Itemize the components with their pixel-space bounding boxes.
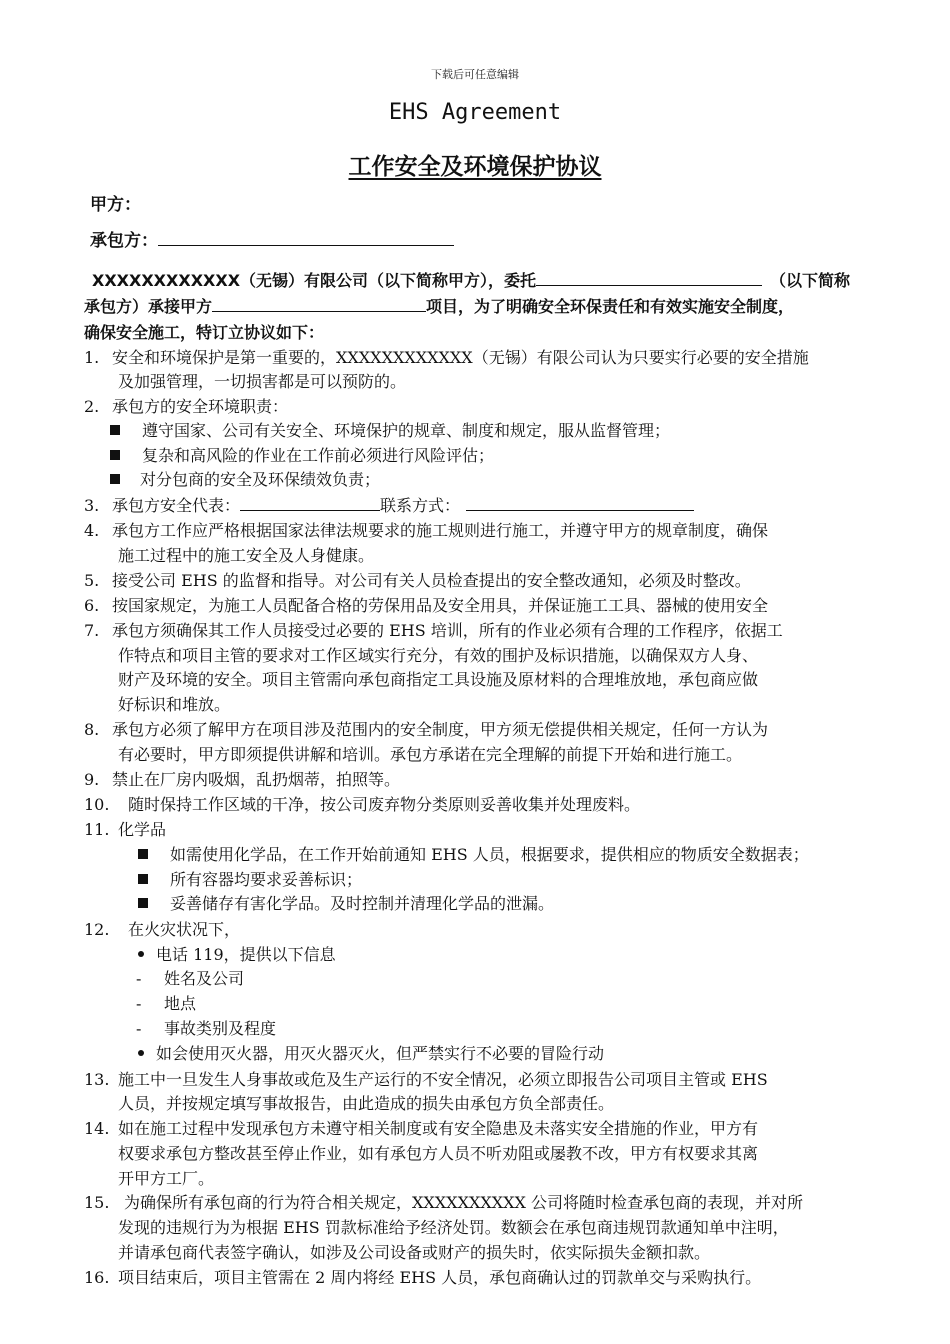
- clause-text: 承包方必须了解甲方在项目涉及范围内的安全制度，甲方须无偿提供相关规定，任何一方认为: [112, 720, 769, 739]
- clause-7-cont: 好标识和堆放。: [118, 695, 231, 714]
- dash-item-12c: [136, 1016, 276, 1039]
- clause-text: 项目结束后，项目主管需在 2 周内将经 EHS 人员，承包商确认过的罚款单交与采购执行。: [118, 1268, 762, 1287]
- clause-text: 在火灾状况下，: [128, 920, 241, 939]
- clause-4-cont: 施工过程中的施工安全及人身健康。: [118, 546, 375, 565]
- clause-7: [84, 618, 783, 641]
- clause-number: 7.: [84, 621, 100, 640]
- clause-number: 10.: [84, 795, 110, 814]
- bullet-2c: [110, 467, 380, 490]
- header-note: 下载后可任意编辑: [431, 68, 519, 81]
- bullet-text: 电话 119，提供以下信息: [156, 945, 336, 964]
- clause-number: 6.: [84, 596, 100, 615]
- bullet-text: 事故类别及程度: [164, 1019, 277, 1038]
- clause-number: 4.: [84, 521, 100, 540]
- clause-text: 为确保所有承包商的行为符合相关规定，XXXXXXXXXX 公司将随时检查承包商的表现，并对所: [124, 1193, 803, 1212]
- square-bullet-icon: [138, 898, 148, 908]
- square-bullet-icon: [110, 425, 120, 435]
- clause-number: 16.: [84, 1268, 110, 1287]
- chinese-title: [0, 148, 950, 181]
- clause-number: 14.: [84, 1119, 110, 1138]
- chinese-title-text: 工作安全及环境保护协议: [348, 153, 602, 180]
- dash-marker: -: [136, 1019, 142, 1038]
- clause-text: 安全和环境保护是第一重要的，XXXXXXXXXXXX（无锡）有限公司认为只要实行必要的安全措施: [112, 348, 809, 367]
- bullet-11b: [138, 867, 362, 890]
- square-bullet-icon: [138, 874, 148, 884]
- round-bullet-icon: [138, 951, 144, 957]
- intro-text: XXXXXXXXXXXX（无锡）有限公司（以下简称甲方），委托: [92, 271, 537, 290]
- clause-15-cont: 发现的违规行为为根据 EHS 罚款标准给予经济处罚。数额会在承包商违规罚款通知单中注明，: [118, 1218, 789, 1237]
- clause-2: [84, 394, 288, 417]
- clause-number: 3.: [84, 496, 100, 515]
- clause-13-cont: 人员，并按规定填写事故报告，由此造成的损失由承包方负全部责任。: [118, 1094, 615, 1113]
- clause-8-cont: 有必要时，甲方即须提供讲解和培训。承包方承诺在完全理解的前提下开始和进行施工。: [118, 745, 743, 764]
- square-bullet-icon: [110, 474, 120, 484]
- dot-item-12a: [138, 942, 336, 965]
- bullet-text: 复杂和高风险的作业在工作前必须进行风险评估；: [142, 446, 495, 465]
- square-bullet-icon: [110, 450, 120, 460]
- bullet-text: 地点: [164, 994, 197, 1013]
- clause-12: [84, 917, 240, 940]
- clause-number: 8.: [84, 720, 100, 739]
- clause-text: 化学品: [118, 820, 167, 839]
- clause-text: 禁止在厂房内吸烟，乱扔烟蒂，拍照等。: [112, 770, 401, 789]
- clause-number: 11.: [84, 820, 110, 839]
- dash-item-12b: [136, 991, 196, 1014]
- bullet-text: 妥善储存有害化学品。及时控制并清理化学品的泄漏。: [170, 894, 555, 913]
- contractor-label: 承包方：: [90, 231, 158, 251]
- clause-10: [84, 792, 640, 815]
- bullet-11a: [138, 842, 809, 865]
- bullet-2a: [110, 418, 670, 441]
- clause-14-cont: 开甲方工厂。: [118, 1169, 215, 1188]
- clause-number: 13.: [84, 1070, 110, 1089]
- bullet-text: 如会使用灭火器，用灭火器灭火，但严禁实行不必要的冒险行动: [156, 1044, 605, 1063]
- bullet-text: 遵守国家、公司有关安全、环境保护的规章、制度和规定，服从监督管理；: [142, 421, 671, 440]
- dot-item-12b: [138, 1041, 604, 1064]
- clause-number: 12.: [84, 920, 110, 939]
- clause-1: [84, 345, 809, 368]
- bullet-11c: [138, 891, 554, 914]
- clause-7-cont: 财产及环境的安全。项目主管需向承包商指定工具设施及原材料的合理堆放地，承包商应做: [118, 670, 759, 689]
- clause-5: [84, 568, 751, 591]
- dash-marker: -: [136, 994, 142, 1013]
- clause-text: 承包方安全代表：: [112, 496, 241, 515]
- clause-text: 承包方工作应严格根据国家法律法规要求的施工规则进行施工，并遵守甲方的规章制度，确保: [112, 521, 769, 540]
- intro-line-2: [84, 294, 794, 317]
- clause-1-cont: 及加强管理，一切损害都是可以预防的。: [118, 372, 407, 391]
- clause-7-cont: 作特点和项目主管的要求对工作区域实行充分，有效的围护及标识措施，以确保双方人身、: [118, 646, 759, 665]
- clause-text: 随时保持工作区域的干净，按公司废弃物分类原则妥善收集并处理废料。: [128, 795, 641, 814]
- clause-11: [84, 817, 166, 840]
- clause-3: [84, 493, 694, 516]
- bullet-text: 姓名及公司: [164, 969, 245, 988]
- contractor-line: [90, 226, 454, 251]
- party-a-label: 甲方：: [90, 195, 141, 215]
- contractor-blank: [158, 230, 454, 246]
- clause-number: 9.: [84, 770, 100, 789]
- clause-15-cont: 并请承包商代表签字确认，如涉及公司设备或财产的损失时，依实际损失金额扣款。: [118, 1243, 711, 1262]
- clause-text: 接受公司 EHS 的监督和指导。对公司有关人员检查提出的安全整改通知，必须及时整改。: [112, 571, 751, 590]
- bullet-text: 如需使用化学品，在工作开始前通知 EHS 人员，根据要求，提供相应的物质安全数据表；: [170, 845, 809, 864]
- clause-text: 承包方的安全环境职责：: [112, 397, 289, 416]
- clause-13: [84, 1067, 768, 1090]
- safety-rep-blank: [240, 495, 380, 511]
- intro-line-1: [92, 268, 850, 291]
- clause-text: 施工中一旦发生人身事故或危及生产运行的不安全情况，必须立即报告公司项目主管或 EHS: [118, 1070, 768, 1089]
- intro-text: （以下简称: [770, 271, 851, 290]
- bullet-text: 所有容器均要求妥善标识；: [170, 870, 363, 889]
- contact-blank: [466, 495, 694, 511]
- clause-8: [84, 717, 768, 740]
- clause-text: 如在施工过程中发现承包方未遵守相关制度或有安全隐患及未落实安全措施的作业，甲方有: [118, 1119, 759, 1138]
- bullet-text: 对分包商的安全及环保绩效负责；: [140, 470, 381, 489]
- dash-marker: -: [136, 969, 142, 988]
- clause-6: [84, 593, 768, 616]
- intro-text: 承包方）承接甲方: [84, 297, 213, 316]
- clause-4: [84, 518, 768, 541]
- clause-text: 承包方须确保其工作人员接受过必要的 EHS 培训，所有的作业必须有合理的工作程序，依据工: [112, 621, 783, 640]
- bullet-2b: [110, 443, 494, 466]
- clause-14: [84, 1116, 758, 1139]
- clause-number: 15.: [84, 1193, 110, 1212]
- clause-15: [84, 1190, 803, 1213]
- clause-9: [84, 767, 400, 790]
- clause-16: [84, 1265, 761, 1288]
- project-blank: [212, 296, 426, 312]
- intro-text: 项目，为了明确安全环保责任和有效实施安全制度，: [426, 297, 795, 316]
- round-bullet-icon: [138, 1050, 144, 1056]
- english-title: EHS Agreement: [388, 100, 562, 125]
- dash-item-12a: [136, 966, 244, 989]
- clause-14-cont: 权要求承包方整改甚至停止作业，如有承包方人员不听劝阻或屡教不改，甲方有权要求其离: [118, 1144, 759, 1163]
- clause-number: 5.: [84, 571, 100, 590]
- clause-number: 2.: [84, 397, 100, 416]
- clause-number: 1.: [84, 348, 100, 367]
- intro-line-3: 确保安全施工，特订立协议如下：: [84, 323, 325, 342]
- clause-text: 联系方式：: [380, 496, 461, 515]
- square-bullet-icon: [138, 849, 148, 859]
- clause-text: 按国家规定，为施工人员配备合格的劳保用品及安全用具，并保证施工工具、器械的使用安全: [112, 596, 769, 615]
- entrusted-party-blank: [536, 270, 762, 286]
